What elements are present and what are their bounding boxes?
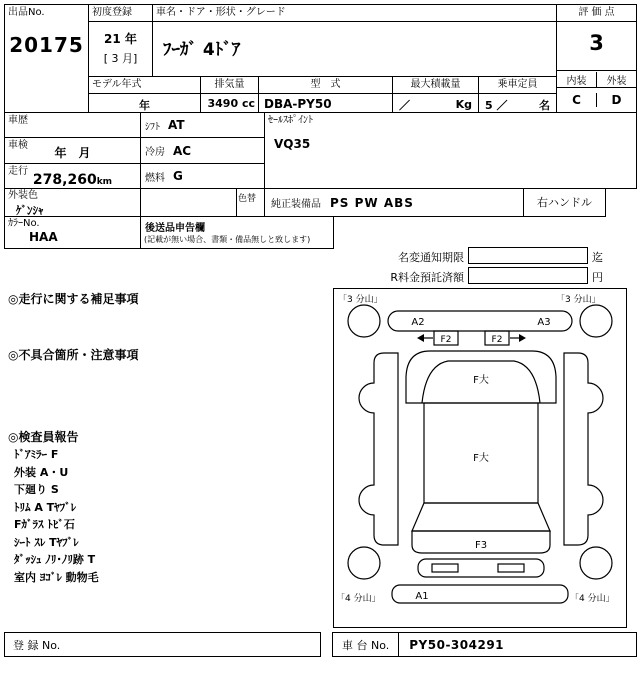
first-registration-cell: [88, 4, 153, 77]
registration-no-label: 登 録 No.: [13, 638, 61, 652]
score-value: 3: [589, 30, 604, 55]
exhibit-no-cell: [4, 4, 89, 113]
inspector-line: ｼｰﾄ ｽﾚ Tﾔﾌﾞﾚ: [14, 535, 79, 549]
wheel-rear-right: [580, 547, 612, 579]
car-title-value: ﾌｰｶﾞ 4ﾄﾞｱ: [163, 39, 241, 60]
car-title-cell: [152, 4, 557, 77]
car-title-label: 車名・ドア・形状・グレード: [153, 5, 556, 22]
chassis-no-value: PY50-304291: [409, 637, 505, 652]
registration-no-cell: [4, 632, 321, 657]
damage-label-f2-right: F2: [491, 335, 503, 345]
fuel-value: G: [173, 169, 183, 183]
max-load-unit: Kg: [455, 98, 472, 111]
model-year-value: 年: [139, 98, 150, 112]
exterior-color-label: 外装色: [8, 190, 38, 201]
car-diagram-box: [333, 288, 627, 628]
name-change-deadline-label: 名変通知期限: [398, 251, 464, 264]
equipment-cell: [264, 188, 524, 217]
mileage-label: 走行: [8, 166, 28, 177]
exterior-color-value: ｹﾞﾝｼｬ: [16, 204, 44, 217]
sales-point-value: VQ35: [274, 136, 311, 151]
damage-label-f-large-front: F大: [473, 375, 489, 386]
wheel-front-left: [348, 305, 380, 337]
model-code-label: 型 式: [259, 77, 392, 94]
first-registration-year: 21 年: [104, 31, 137, 46]
max-load-label: 最大積載量: [393, 77, 478, 94]
recycle-fee-suffix: 円: [592, 271, 603, 284]
chassis-no-label: 車 台 No.: [342, 638, 390, 652]
model-code-value: DBA-PY50: [264, 96, 332, 111]
shift-label: ｼﾌﾄ: [145, 121, 160, 133]
exterior-color-cell: [4, 188, 141, 217]
handle-value: 右ハンドル: [537, 196, 592, 209]
name-change-deadline-box: [468, 247, 588, 264]
sales-point-cell: [264, 112, 637, 189]
cooling-label: 冷房: [145, 147, 165, 158]
rear-window-outline: [412, 503, 550, 531]
f2-arrowhead-left: [417, 334, 424, 342]
damage-label-a3: A3: [537, 317, 551, 328]
history-cell: [4, 112, 141, 138]
model-code-cell: [258, 76, 393, 113]
inspector-report-list: [14, 446, 99, 586]
corner-label-front-left: 「3 分山」: [338, 295, 383, 305]
displacement-cell: [200, 76, 259, 113]
side-panel-left: [359, 353, 398, 545]
exhibit-no-value: 20175: [9, 32, 84, 57]
exterior-grade: D: [611, 93, 622, 107]
capacity-cell: [478, 76, 557, 113]
handle-cell: [523, 188, 606, 217]
later-items-note: (記載が無い場合、書類・備品無しと致します): [144, 235, 311, 244]
inspection-cell: [4, 137, 141, 164]
inspector-line: 室内 ﾖｺﾞﾚ 動物毛: [14, 570, 99, 584]
equipment-label: 純正装備品: [271, 199, 321, 210]
f2-arrowhead-right: [519, 334, 526, 342]
car-diagram: [334, 289, 626, 627]
equipment-value: PS PW ABS: [330, 195, 414, 210]
displacement-value: 3490 cc: [207, 96, 255, 110]
rear-bumper: [418, 559, 544, 577]
wheel-front-right: [580, 305, 612, 337]
displacement-label: 排気量: [201, 77, 258, 94]
damage-label-f2-left: F2: [440, 335, 452, 345]
inspector-report-title: ◎検査員報告: [8, 430, 79, 444]
mileage-cell: [4, 163, 141, 189]
inspector-line: ﾄﾘﾑ A Tﾔﾌﾞﾚ: [14, 500, 77, 514]
corner-label-rear-right: 「4 分山」: [570, 594, 615, 604]
color-change-label: 色替: [238, 194, 257, 204]
tail-lamp-right: [498, 564, 524, 572]
interior-label: 内装: [557, 72, 597, 87]
interior-exterior-cell: [556, 70, 637, 113]
defects-title: ◎不具合箇所・注意事項: [8, 348, 139, 362]
inspector-line: Fｶﾞﾗｽ ﾄﾋﾞ石: [14, 518, 75, 531]
fuel-label: 燃料: [145, 172, 165, 184]
cooling-cell: [140, 137, 265, 164]
inspector-line: ﾄﾞｱﾐﾗｰ F: [14, 448, 59, 461]
damage-label-f3: F3: [474, 540, 488, 551]
inspection-label: 車検: [8, 140, 28, 151]
capacity-value: 5 ／: [485, 98, 508, 112]
history-label: 車歴: [8, 115, 28, 126]
mileage-unit: km: [96, 177, 113, 187]
damage-label-a2: A2: [411, 317, 425, 328]
name-change-deadline-suffix: 迄: [592, 251, 603, 264]
capacity-unit: 名: [539, 98, 550, 112]
tail-lamp-left: [432, 564, 458, 572]
first-registration-month: [ 3 月]: [103, 51, 138, 65]
score-label: 評 価 点: [557, 5, 636, 22]
shift-cell: [140, 112, 265, 138]
damage-label-a1: A1: [415, 591, 429, 602]
blank-cell: [140, 188, 237, 217]
shift-value: AT: [168, 118, 185, 132]
side-panel-right: [564, 353, 603, 545]
mileage-note-title: ◎走行に関する補足事項: [8, 292, 139, 306]
score-cell: [556, 4, 637, 71]
inspector-line: 外装 A・U: [14, 465, 69, 479]
chassis-no-cell: [332, 632, 637, 657]
wheel-rear-left: [348, 547, 380, 579]
interior-grade: C: [557, 93, 597, 107]
recycle-fee-label: R料金預託済額: [390, 271, 464, 284]
first-registration-label: 初度登録: [89, 5, 152, 22]
damage-label-f-large-roof: F大: [473, 453, 489, 464]
exterior-label: 外装: [606, 75, 627, 87]
color-change-cell: [236, 188, 265, 217]
cooling-value: AC: [173, 143, 192, 158]
fuel-cell: [140, 163, 265, 189]
max-load-value: ／: [399, 98, 410, 112]
model-year-label: モデル年式: [89, 77, 200, 94]
corner-label-rear-left: 「4 分山」: [336, 594, 381, 604]
corner-label-front-right: 「3 分山」: [556, 295, 601, 305]
max-load-cell: [392, 76, 479, 113]
capacity-label: 乗車定員: [479, 77, 556, 94]
inspection-value: 年 月: [54, 146, 91, 160]
later-items-cell: [140, 216, 334, 249]
exhibit-no-label: 出品No.: [8, 7, 45, 18]
inspector-line: ﾀﾞｯｼｭ ﾉﾘ･ﾉﾘ跡 T: [14, 553, 96, 566]
sales-point-label: ｾｰﾙｽﾎﾟｲﾝﾄ: [268, 115, 313, 126]
recycle-fee-box: [468, 267, 588, 284]
color-no-value: HAA: [29, 230, 58, 244]
model-year-cell: [88, 76, 201, 113]
mileage-value: 278,260: [32, 172, 97, 188]
later-items-label: 後送品申告欄: [145, 223, 205, 234]
color-no-cell: [4, 216, 141, 249]
color-no-label: ｶﾗｰNo.: [8, 218, 40, 229]
inspector-line: 下廻り S: [14, 483, 59, 496]
